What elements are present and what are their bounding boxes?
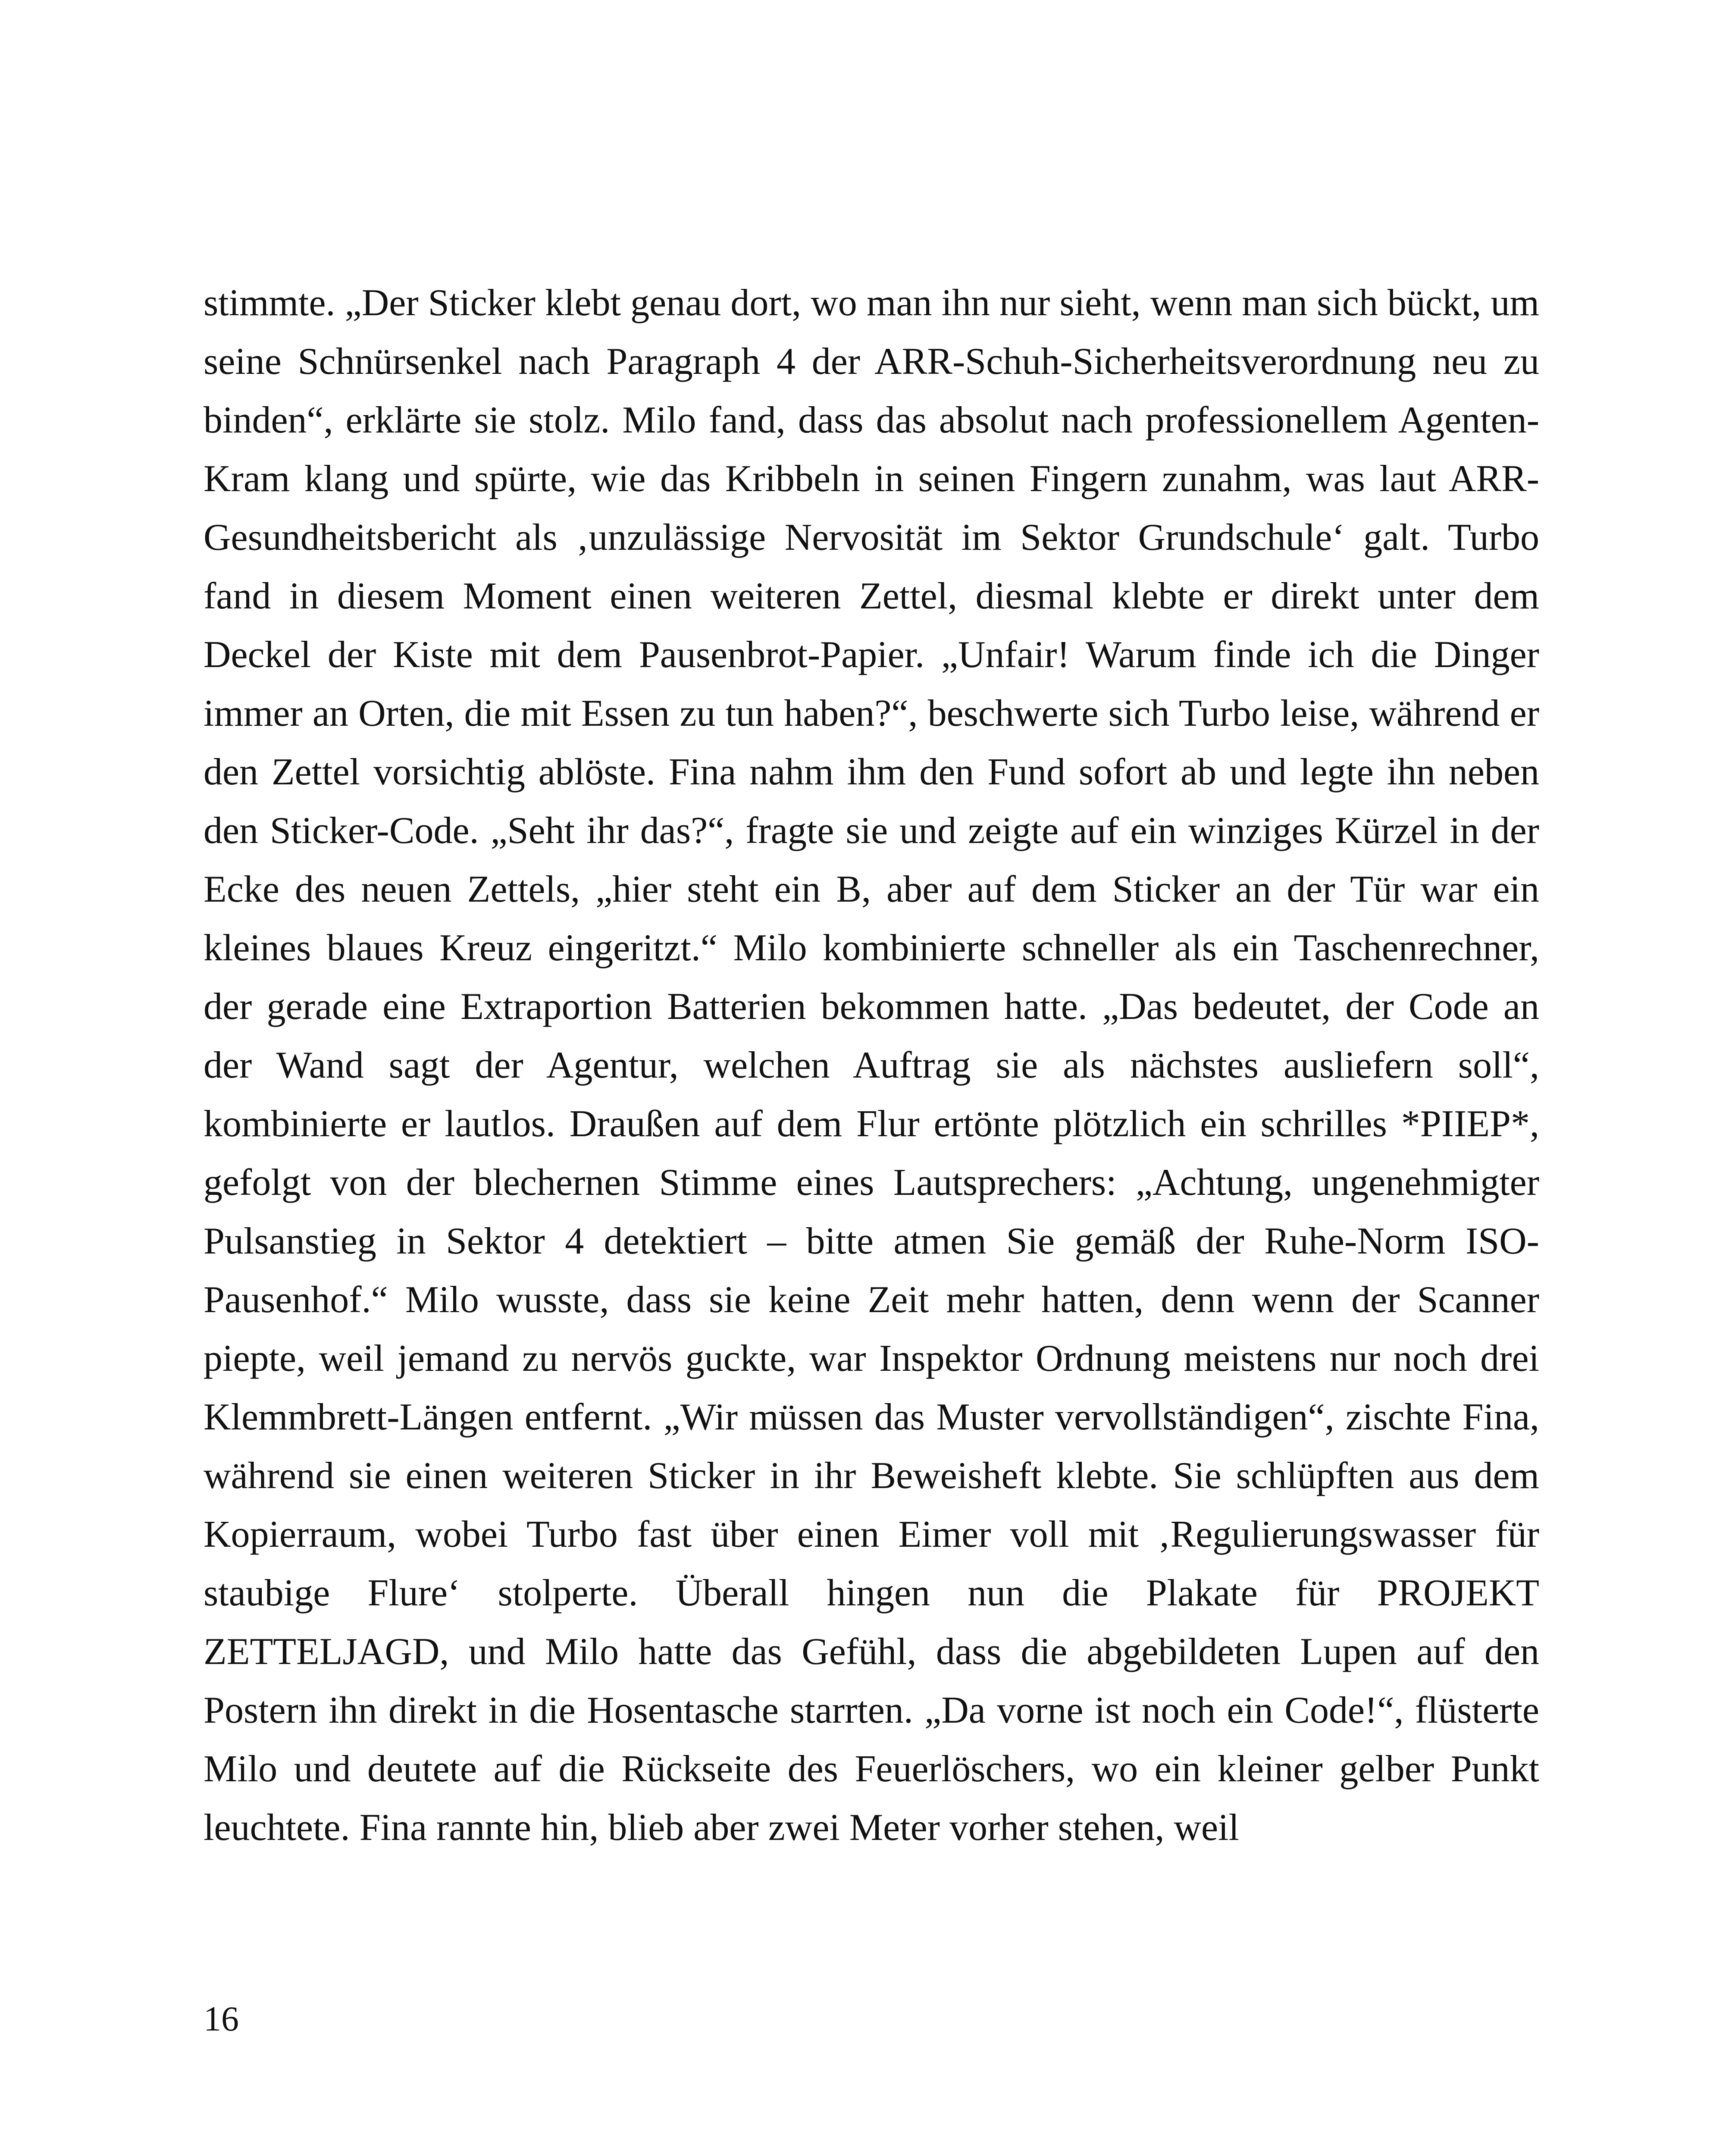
body-paragraph: stimmte. „Der Sticker klebt genau dort, wo man ihn nur sieht, wenn man sich bückt, um seine Schnürsenkel nach Paragraph 4 der ARR-Schuh-Sicherheitsverordnung neu zu binden“, erklärte sie stolz. Milo fand, dass das absolut nach professionellem Agenten-Kram klang und spürte, wie das Kribbeln in seinen Fingern zunahm, was laut ARR-Gesundheitsbericht als ‚unzulässige Nervosität im Sektor Grundschule‘ galt. Turbo fand in diesem Moment einen weiteren Zettel, diesmal klebte er direkt unter dem Deckel der Kiste mit dem Pausenbrot-Papier. „Unfair! Warum finde ich die Dinger immer an Orten, die mit Essen zu tun haben?“, beschwerte sich Turbo leise, während er den Zettel vorsichtig ablöste. Fina nahm ihm den Fund sofort ab und legte ihn neben den Sticker-Code. „Seht ihr das?“, fragte sie und zeigte auf ein winziges Kürzel in der Ecke des neuen Zettels, „hier steht ein B, aber auf dem Sticker an der Tür war ein kleines blaues Kreuz eingeritzt.“ Milo kombinierte schneller als ein Taschenrechner, der gerade eine Extraportion Batterien bekommen hatte. „Das bedeutet, der Code an der Wand sagt der Agentur, welchen Auftrag sie als nächstes ausliefern soll“, kombinierte er lautlos. Draußen auf dem Flur ertönte plötzlich ein schrilles *PIIEP*, gefolgt von der blechernen Stimme eines Lautsprechers: „Achtung, ungenehmigter Pulsanstieg in Sektor 4 detektiert – bitte atmen Sie gemäß der Ruhe-Norm ISO-Pausenhof.“ Milo wusste, dass sie keine Zeit mehr hatten, denn wenn der Scanner piepte, weil jemand zu nervös guckte, war Inspektor Ordnung meistens nur noch drei Klemmbrett-Längen entfernt. „Wir müssen das Muster vervollständigen“, zischte Fina, während sie einen weiteren Sticker in ihr Beweisheft klebte. Sie schlüpften aus dem Kopierraum, wobei Turbo fast über einen Eimer voll mit ‚Regulierungswasser für staubige Flure‘ stolperte. Überall hingen nun die Plakate für PROJEKT ZETTELJAGD, und Milo hatte das Gefühl, dass die abgebildeten Lupen auf den Postern ihn direkt in die Hosentasche starrten. „Da vorne ist noch ein Code!“, flüsterte Milo und deutete auf die Rückseite des Feuerlöschers, wo ein kleiner gelber Punkt leuchtete. Fina rannte hin, blieb aber zwei Meter vorher stehen, weil xyxy=(204,282,1539,1849)
page-number: 16 xyxy=(204,1999,239,2038)
